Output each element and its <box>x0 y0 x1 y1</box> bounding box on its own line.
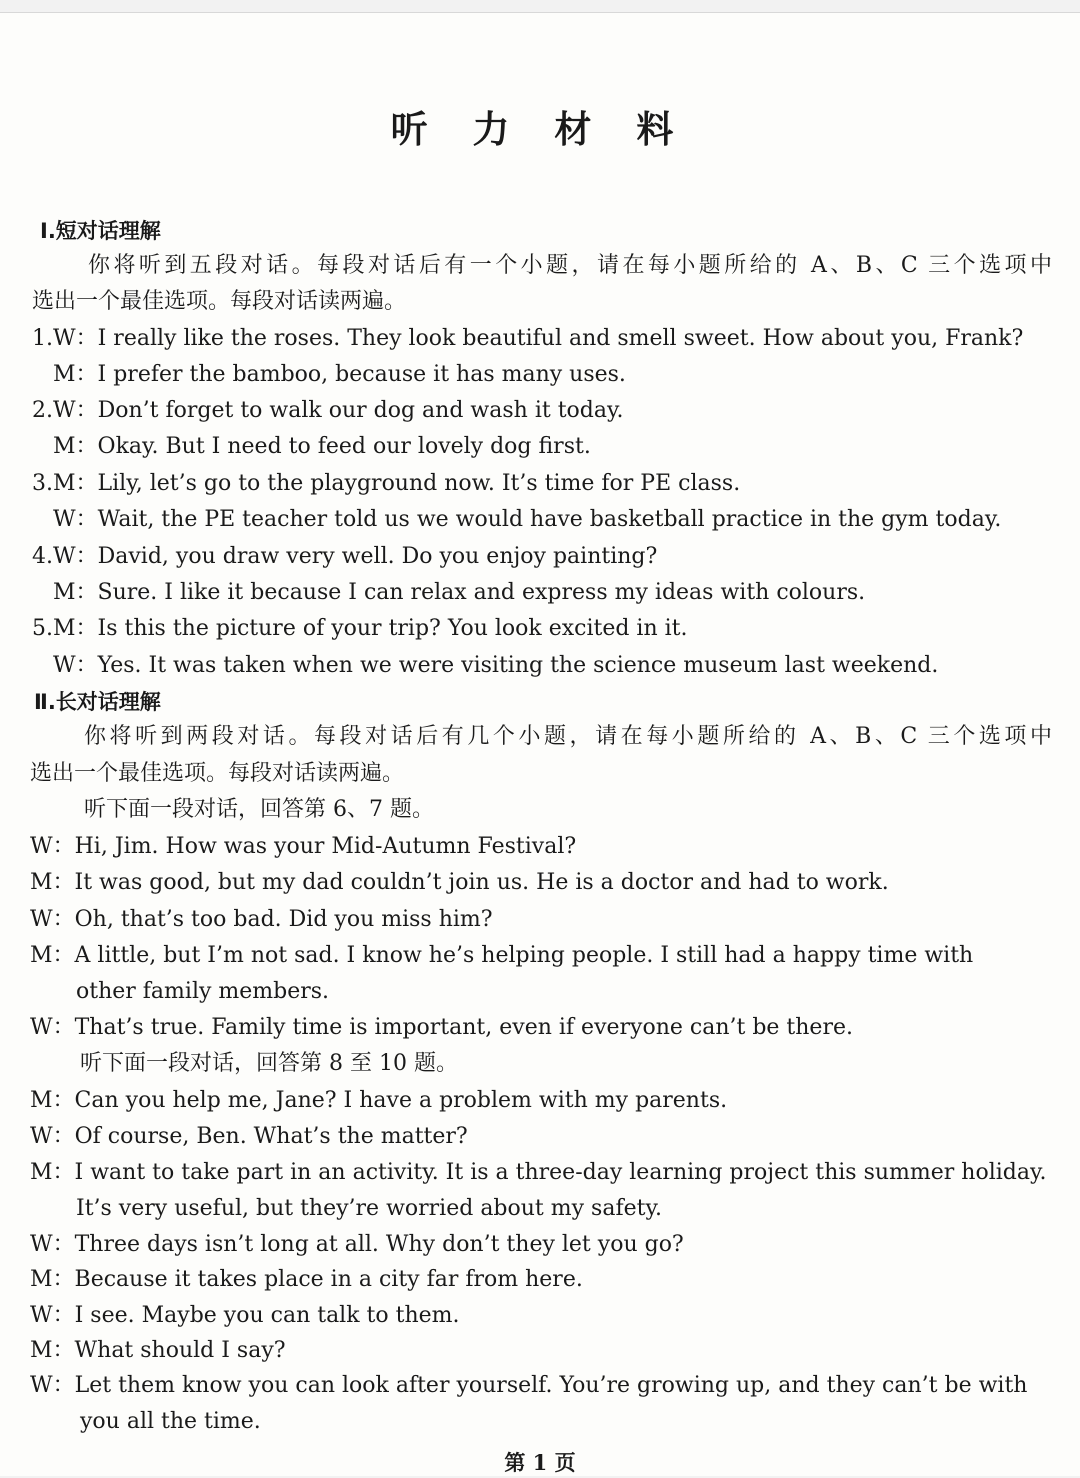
speaker-label: W： <box>30 907 75 932</box>
dialogue-3-line-b <box>53 505 1001 535</box>
speaker-label: M： <box>30 1088 75 1113</box>
speaker-label: M： <box>30 1267 75 1292</box>
speaker-label: W： <box>53 653 98 678</box>
dialogue-number: 4. <box>32 544 53 569</box>
dialogue-text: Of course, Ben. What’s the matter? <box>74 1124 468 1149</box>
dialogue-text: Okay. But I need to feed our lovely dog first. <box>97 434 591 459</box>
dialogue-text: Hi, Jim. How was your Mid-Autumn Festival? <box>74 834 577 859</box>
speaker-label: M： <box>53 471 98 496</box>
part-2-line <box>30 1265 583 1295</box>
speaker-label: M： <box>30 1160 75 1185</box>
speaker-label: W： <box>53 398 98 423</box>
speaker-label: M： <box>53 580 98 605</box>
dialogue-text: That’s true. Family time is important, even if everyone can’t be there. <box>74 1015 853 1040</box>
dialogue-text: Because it takes place in a city far from here. <box>74 1267 583 1292</box>
section-1-instruction-line-1: 你将听到五段对话。每段对话后有一个小题，请在每小题所给的 A、B、C 三个选项中 <box>88 253 1052 278</box>
speaker-label: W： <box>30 1124 75 1149</box>
speaker-label: W： <box>30 1373 75 1398</box>
dialogue-text: Three days isn’t long at all. Why don’t they let you go? <box>74 1232 684 1257</box>
part-1-line <box>30 832 576 862</box>
dialogue-text: Sure. I like it because I can relax and express my ideas with colours. <box>97 580 866 605</box>
dialogue-text: Lily, let’s go to the playground now. It’s time for PE class. <box>97 471 741 496</box>
part-2-line <box>30 1158 1046 1188</box>
dialogue-text: other family members. <box>76 979 330 1004</box>
dialogue-text: Let them know you can look after yourself. You’re growing up, and they can’t be with <box>74 1373 1028 1398</box>
speaker-label: M： <box>30 1338 75 1363</box>
dialogue-text: It was good, but my dad couldn’t join us. He is a doctor and had to work. <box>74 870 889 895</box>
speaker-label: W： <box>30 1232 75 1257</box>
part-1-line <box>30 905 493 935</box>
dialogue-4-line-b <box>53 578 865 608</box>
page-title: 听 力 材 料 <box>390 107 690 151</box>
speaker-label: W： <box>30 834 75 859</box>
dialogue-2-line-b <box>53 432 591 462</box>
section-1-instruction-line-2: 选出一个最佳选项。每段对话读两遍。 <box>32 289 407 314</box>
dialogue-text: I want to take part in an activity. It is a three-day learning project this summer holiday. <box>74 1160 1047 1185</box>
dialogue-text: I really like the roses. They look beautiful and smell sweet. How about you, Frank? <box>97 326 1024 351</box>
dialogue-3-line-a <box>32 469 740 499</box>
speaker-label: W： <box>30 1015 75 1040</box>
part-1-line-continuation <box>76 977 329 1007</box>
dialogue-text: you all the time. <box>80 1409 261 1434</box>
dialogue-text: Can you help me, Jane? I have a problem with my parents. <box>74 1088 728 1113</box>
part-2-line <box>30 1371 1027 1401</box>
dialogue-number: 5. <box>32 616 53 641</box>
speaker-label: W： <box>53 507 98 532</box>
dialogue-text: It’s very useful, but they’re worried about my safety. <box>76 1196 662 1221</box>
part-2-line-continuation <box>80 1407 261 1437</box>
dialogue-text: Is this the picture of your trip? You look excited in it. <box>97 616 688 641</box>
dialogue-text: David, you draw very well. Do you enjoy painting? <box>97 544 658 569</box>
section-2-instruction-line-2: 选出一个最佳选项。每段对话读两遍。 <box>30 761 405 786</box>
dialogue-text: Don’t forget to walk our dog and wash it today. <box>97 398 624 423</box>
part-2-line <box>30 1122 468 1152</box>
speaker-label: W： <box>30 1303 75 1328</box>
dialogue-text: Oh, that’s too bad. Did you miss him? <box>74 907 493 932</box>
dialogue-number: 3. <box>32 471 53 496</box>
section-2-instruction-line-1: 你将听到两段对话。每段对话后有几个小题，请在每小题所给的 A、B、C 三个选项中 <box>84 724 1052 749</box>
dialogue-text: What should I say? <box>74 1338 286 1363</box>
part-1-line <box>30 1013 853 1043</box>
speaker-label: W： <box>53 544 98 569</box>
dialogue-text: A little, but I’m not sad. I know he’s helping people. I still had a happy time with <box>74 943 974 968</box>
dialogue-number: 2. <box>32 398 53 423</box>
dialogue-4-line-a <box>32 542 657 572</box>
part-2-line <box>30 1086 727 1116</box>
dialogue-text: Wait, the PE teacher told us we would have basketball practice in the gym today. <box>97 507 1002 532</box>
speaker-label: M： <box>30 943 75 968</box>
page-number: 第 1 页 <box>504 1450 576 1475</box>
dialogue-2-line-a <box>32 396 623 426</box>
dialogue-text: Yes. It was taken when we were visiting the science museum last weekend. <box>97 653 939 678</box>
part-1-intro: 听下面一段对话，回答第 6、7 题。 <box>84 797 434 822</box>
dialogue-number: 1. <box>32 326 53 351</box>
speaker-label: M： <box>53 616 98 641</box>
speaker-label: M： <box>53 434 98 459</box>
document-page <box>0 12 1080 1476</box>
dialogue-5-line-b <box>53 651 938 681</box>
part-2-intro: 听下面一段对话，回答第 8 至 10 题。 <box>80 1051 458 1076</box>
part-2-line <box>30 1336 286 1366</box>
part-2-line-continuation <box>76 1194 662 1224</box>
part-2-line <box>30 1301 460 1331</box>
section-1-heading: Ⅰ.短对话理解 <box>40 219 161 243</box>
dialogue-1-line-b <box>53 360 626 390</box>
speaker-label: M： <box>30 870 75 895</box>
dialogue-text: I see. Maybe you can talk to them. <box>74 1303 460 1328</box>
dialogue-text: I prefer the bamboo, because it has many uses. <box>97 362 626 387</box>
part-2-line <box>30 1230 684 1260</box>
part-1-line <box>30 941 973 971</box>
dialogue-5-line-a <box>32 614 688 644</box>
speaker-label: W： <box>53 326 98 351</box>
part-1-line <box>30 868 889 898</box>
speaker-label: M： <box>53 362 98 387</box>
section-2-heading: Ⅱ.长对话理解 <box>34 690 161 714</box>
dialogue-1-line-a <box>32 324 1023 354</box>
